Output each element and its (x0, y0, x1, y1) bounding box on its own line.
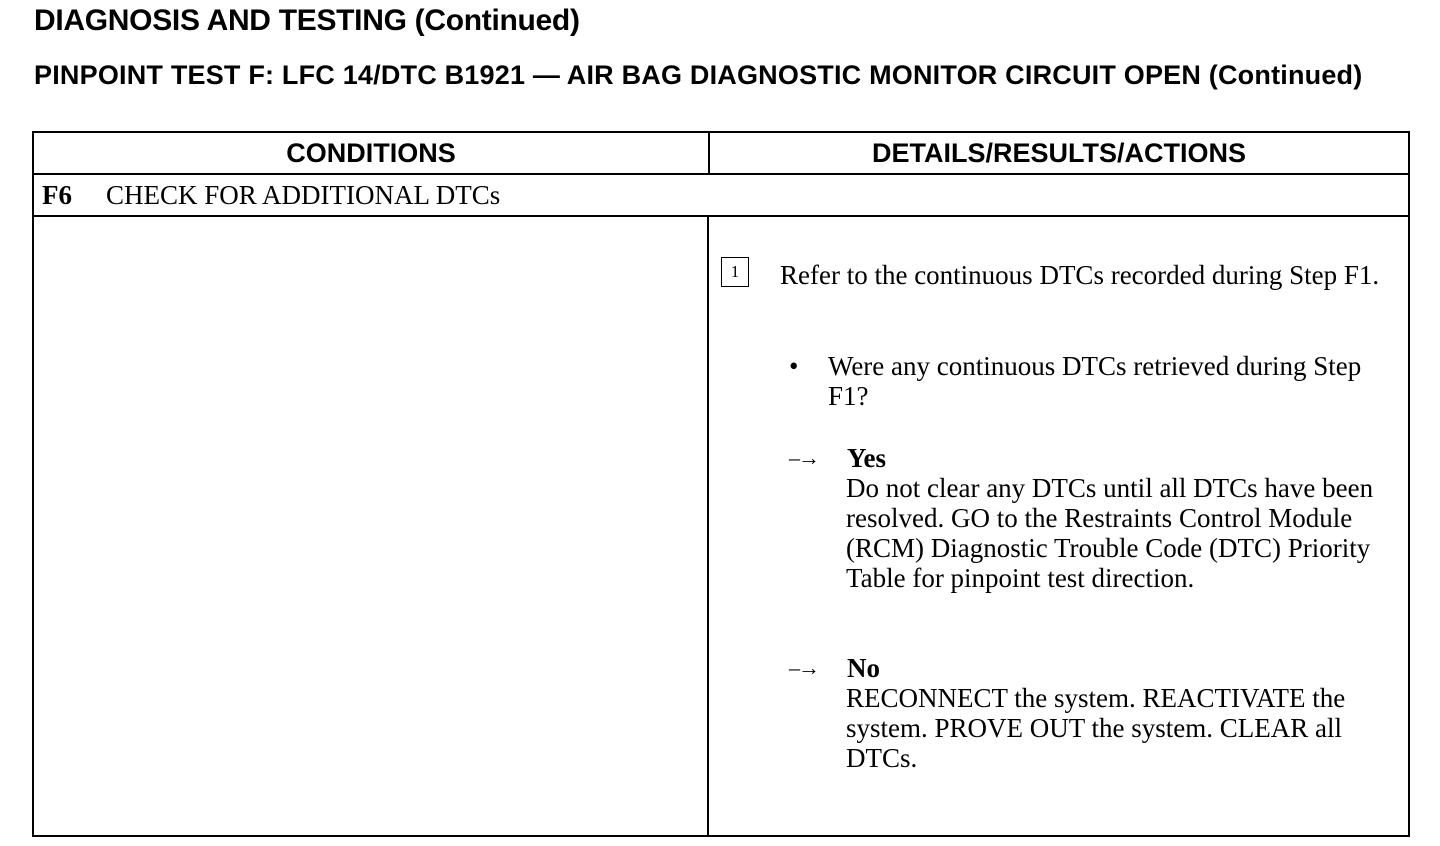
yes-label: Yes (847, 443, 886, 473)
yes-action-text: Do not clear any DTCs until all DTCs have been resolved. GO to the Restraints Control Module (RCM) Diagnostic Trouble Code (DTC) Priority Table for pinpoint test direction. (846, 473, 1374, 593)
pinpoint-test-title: PINPOINT TEST F: LFC 14/DTC B1921 — AIR BAG DIAGNOSTIC MONITOR CIRCUIT OPEN (Continued) (34, 60, 1363, 90)
step-number-box: 1 (721, 257, 749, 287)
section-title: DIAGNOSIS AND TESTING (Continued) (34, 4, 580, 37)
conditions-column-header: CONDITIONS (34, 133, 710, 173)
no-action-text: RECONNECT the system. REACTIVATE the system. PROVE OUT the system. CLEAR all DTCs. (846, 683, 1346, 773)
details-column-header: DETAILS/RESULTS/ACTIONS (871, 137, 1246, 168)
bullet-icon: • (789, 351, 799, 381)
pinpoint-test-table (32, 131, 1410, 837)
question-text: Were any continuous DTCs retrieved during Step F1? (828, 351, 1362, 411)
step-title: CHECK FOR ADDITIONAL DTCs (106, 180, 501, 210)
instruction-text: Refer to the continuous DTCs recorded during Step F1. (780, 260, 1380, 290)
no-label: No (847, 653, 880, 683)
details-cell (709, 217, 1408, 835)
arrow-right-icon: –→ (789, 655, 818, 680)
step-row (34, 175, 1408, 217)
arrow-right-icon: –→ (789, 445, 818, 470)
table-header-row (34, 133, 1408, 175)
step-id: F6 (42, 180, 72, 210)
